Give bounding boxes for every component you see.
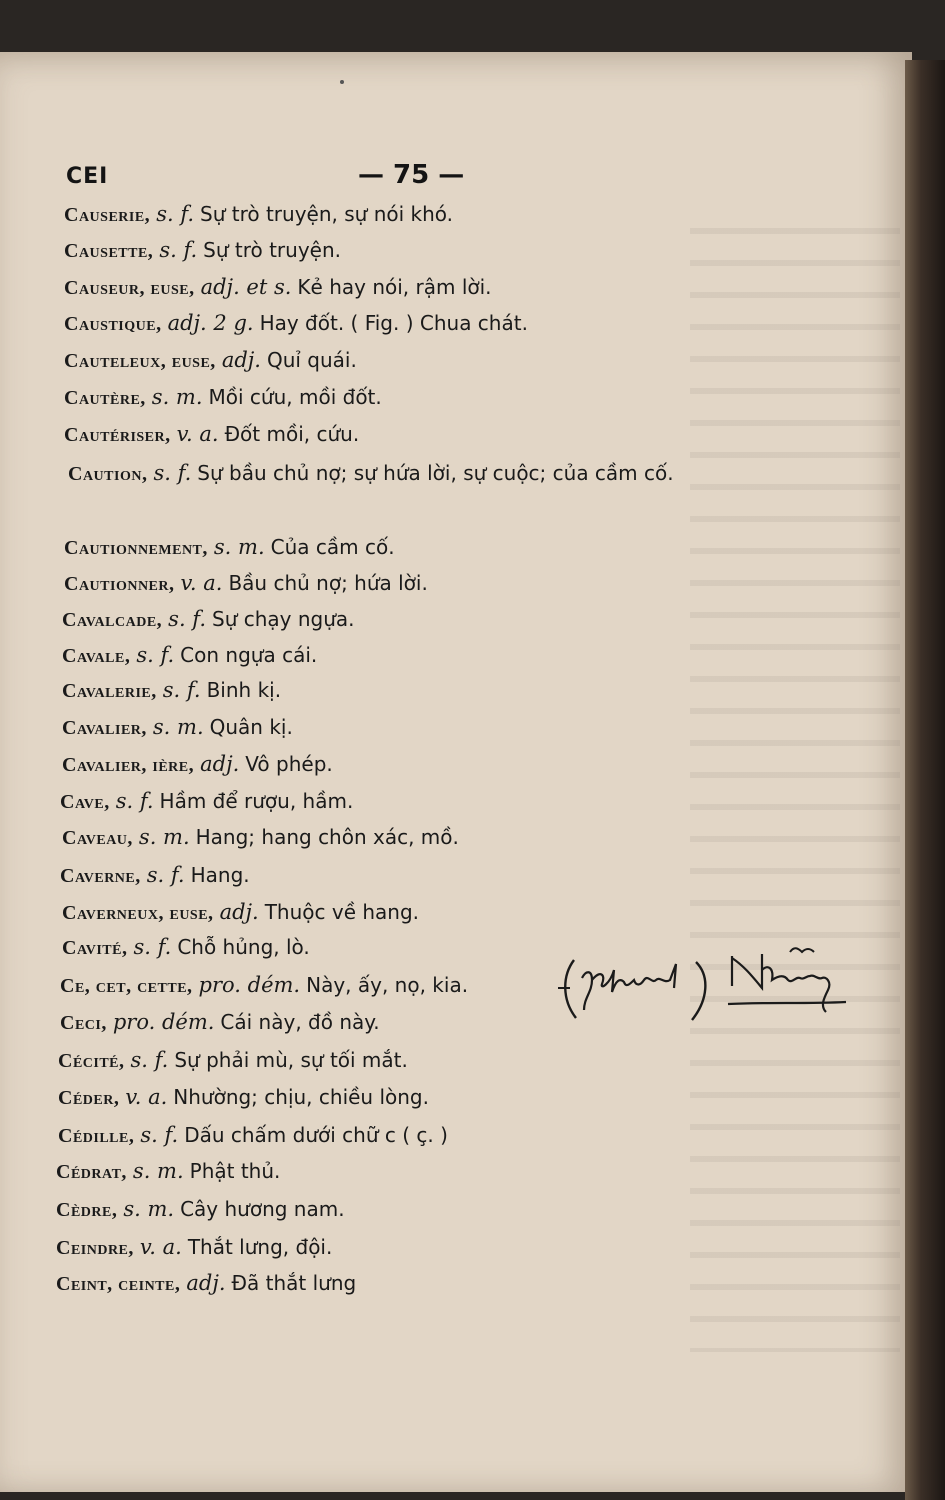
entry-headword: Cavalier, ière,	[62, 754, 195, 776]
dictionary-entry	[58, 1118, 448, 1153]
entry-grammar: s. m.	[132, 1159, 184, 1183]
dictionary-entry	[60, 968, 468, 1003]
entry-headword: Ce, cet, cette,	[60, 975, 193, 997]
entry-headword: Cautériser,	[64, 424, 171, 446]
entry-gloss: Nhường; chịu, chiều lòng.	[173, 1085, 429, 1109]
entry-grammar: s. f.	[115, 789, 154, 813]
entry-grammar: pro. dém.	[198, 973, 301, 997]
entry-headword: Caverne,	[60, 865, 141, 887]
dictionary-entry	[62, 930, 310, 965]
entry-headword: Cautère,	[64, 387, 146, 409]
entry-headword: Causeur, euse,	[64, 277, 195, 299]
entry-grammar: pro. dém.	[112, 1010, 215, 1034]
entry-grammar: adj. 2 g.	[167, 311, 254, 335]
entry-grammar: s. f.	[140, 1123, 179, 1147]
entry-gloss: Của cầm cố.	[270, 535, 395, 559]
entry-gloss: Cái này, đồ này.	[220, 1010, 380, 1034]
entry-gloss: Hang.	[190, 863, 250, 887]
entry-grammar: v. a.	[180, 571, 223, 595]
entry-gloss: Này, ấy, nọ, kia.	[306, 973, 469, 997]
entry-grammar: s. f.	[168, 607, 206, 631]
entry-headword: Causette,	[64, 240, 154, 262]
dictionary-entry	[64, 343, 357, 378]
dictionary-entry	[62, 895, 419, 930]
entry-gloss: Đã thắt lưng	[231, 1271, 357, 1295]
bleed-through-text	[690, 202, 900, 1352]
dictionary-entry	[62, 820, 459, 855]
entry-grammar: v. a.	[139, 1235, 182, 1259]
entry-headword: Caverneux, euse,	[62, 902, 214, 924]
entry-grammar: v. a.	[176, 422, 219, 446]
entry-grammar: v. a.	[125, 1085, 168, 1109]
entry-headword: Cauteleux, euse,	[64, 350, 216, 372]
entry-gloss: Sự phải mù, sự tối mắt.	[174, 1048, 408, 1072]
handwritten-note-drawing	[556, 940, 856, 1030]
entry-headword: Caustique,	[64, 313, 162, 335]
dictionary-entry	[64, 566, 428, 601]
dictionary-entry	[68, 455, 748, 492]
entry-grammar: s. m.	[138, 825, 190, 849]
dictionary-entry	[60, 784, 353, 819]
entry-gloss: Chỗ hủng, lò.	[177, 935, 310, 959]
dictionary-entry	[62, 638, 317, 673]
entry-headword: Cèdre,	[56, 1199, 118, 1221]
entry-grammar: s. f.	[133, 935, 172, 959]
dictionary-entry	[64, 380, 382, 415]
entry-headword: Ceint, ceinte,	[56, 1273, 181, 1295]
ink-speck	[340, 80, 344, 84]
dictionary-entry	[64, 530, 395, 565]
entry-gloss: Đốt mồi, cứu.	[224, 422, 360, 446]
entry-grammar: s. f.	[159, 238, 198, 262]
entry-headword: Cédrat,	[56, 1161, 127, 1183]
running-head: CEI	[66, 164, 109, 189]
page-header	[62, 158, 482, 194]
entry-grammar: s. f.	[136, 643, 175, 667]
entry-gloss: Con ngựa cái.	[180, 643, 318, 667]
entry-gloss: Binh kị.	[206, 678, 282, 702]
entry-headword: Cave,	[60, 791, 110, 813]
entry-grammar: s. m.	[123, 1197, 175, 1221]
entry-headword: Caution,	[68, 463, 148, 485]
entry-grammar: adj. et s.	[200, 275, 292, 299]
entry-grammar: s. f.	[146, 863, 185, 887]
dictionary-entry	[60, 858, 250, 893]
dictionary-entry	[62, 602, 355, 637]
entry-gloss: Hang; hang chôn xác, mồ.	[195, 825, 459, 849]
page-number: — 75 —	[358, 160, 465, 190]
entry-gloss: Cây hương nam.	[180, 1197, 345, 1221]
entry-headword: Cavalier,	[62, 717, 147, 739]
dictionary-entry	[56, 1266, 356, 1301]
dictionary-entry	[62, 710, 293, 745]
entry-gloss: Mồi cứu, mồi đốt.	[208, 385, 382, 409]
entry-grammar: s. f.	[153, 461, 192, 485]
entry-grammar: adj.	[200, 752, 240, 776]
entry-gloss: Quân kị.	[209, 715, 293, 739]
entry-gloss: Sự chạy ngựa.	[212, 607, 355, 631]
entry-gloss: Kẻ hay nói, rậm lời.	[297, 275, 492, 299]
dictionary-entry	[64, 417, 359, 452]
entry-headword: Céder,	[58, 1087, 120, 1109]
entry-headword: Cavale,	[62, 645, 131, 667]
entry-grammar: s. m.	[151, 385, 203, 409]
entry-headword: Causerie,	[64, 204, 151, 226]
entry-headword: Caveau,	[62, 827, 133, 849]
dictionary-entry	[64, 306, 528, 341]
entry-gloss: Quỉ quái.	[266, 348, 357, 372]
entry-grammar: adj.	[221, 348, 261, 372]
entry-headword: Cautionner,	[64, 573, 175, 595]
entry-headword: Cautionnement,	[64, 537, 208, 559]
entry-grammar: s. f.	[156, 202, 195, 226]
entry-gloss: Sự bầu chủ nợ; sự hứa lời, sự cuộc; của cầm cố.	[197, 461, 674, 485]
entry-grammar: s. f.	[162, 678, 201, 702]
entry-headword: Cavalcade,	[62, 609, 163, 631]
entry-grammar: adj.	[219, 900, 259, 924]
entry-headword: Cédille,	[58, 1125, 135, 1147]
dictionary-entry	[62, 673, 281, 708]
dictionary-entry	[64, 197, 453, 232]
entry-gloss: Sự trò truyện.	[203, 238, 342, 262]
entry-headword: Cavité,	[62, 937, 128, 959]
dictionary-entry	[56, 1192, 345, 1227]
dictionary-entry	[64, 233, 341, 268]
dictionary-entry	[60, 1005, 380, 1040]
dictionary-entry	[56, 1154, 280, 1189]
entry-headword: Cavalerie,	[62, 680, 157, 702]
entry-gloss: Thuộc về hang.	[264, 900, 420, 924]
entry-headword: Cécité,	[58, 1050, 125, 1072]
entry-gloss: Bầu chủ nợ; hứa lời.	[228, 571, 428, 595]
entry-gloss: Hầm để rượu, hầm.	[159, 789, 354, 813]
entry-grammar: s. m.	[152, 715, 204, 739]
dictionary-entry	[62, 747, 333, 782]
entry-grammar: adj.	[186, 1271, 226, 1295]
dictionary-entry	[58, 1043, 408, 1078]
entry-gloss: Vô phép.	[245, 752, 333, 776]
entry-gloss: Thắt lưng, đội.	[187, 1235, 333, 1259]
book-spine	[905, 60, 945, 1500]
dictionary-entry	[56, 1230, 332, 1265]
entry-grammar: s. m.	[213, 535, 265, 559]
entry-grammar: s. f.	[130, 1048, 169, 1072]
entry-headword: Ceci,	[60, 1012, 107, 1034]
entry-gloss: Dấu chấm dưới chữ c ( ç. )	[184, 1123, 448, 1147]
dictionary-entry	[58, 1080, 429, 1115]
entry-gloss: Phật thủ.	[189, 1159, 281, 1183]
handwritten-note	[556, 940, 856, 1030]
entry-gloss: Hay đốt. ( Fig. ) Chua chát.	[259, 311, 528, 335]
entry-headword: Ceindre,	[56, 1237, 134, 1259]
dictionary-entry	[64, 270, 492, 305]
entry-gloss: Sự trò truyện, sự nói khó.	[200, 202, 454, 226]
